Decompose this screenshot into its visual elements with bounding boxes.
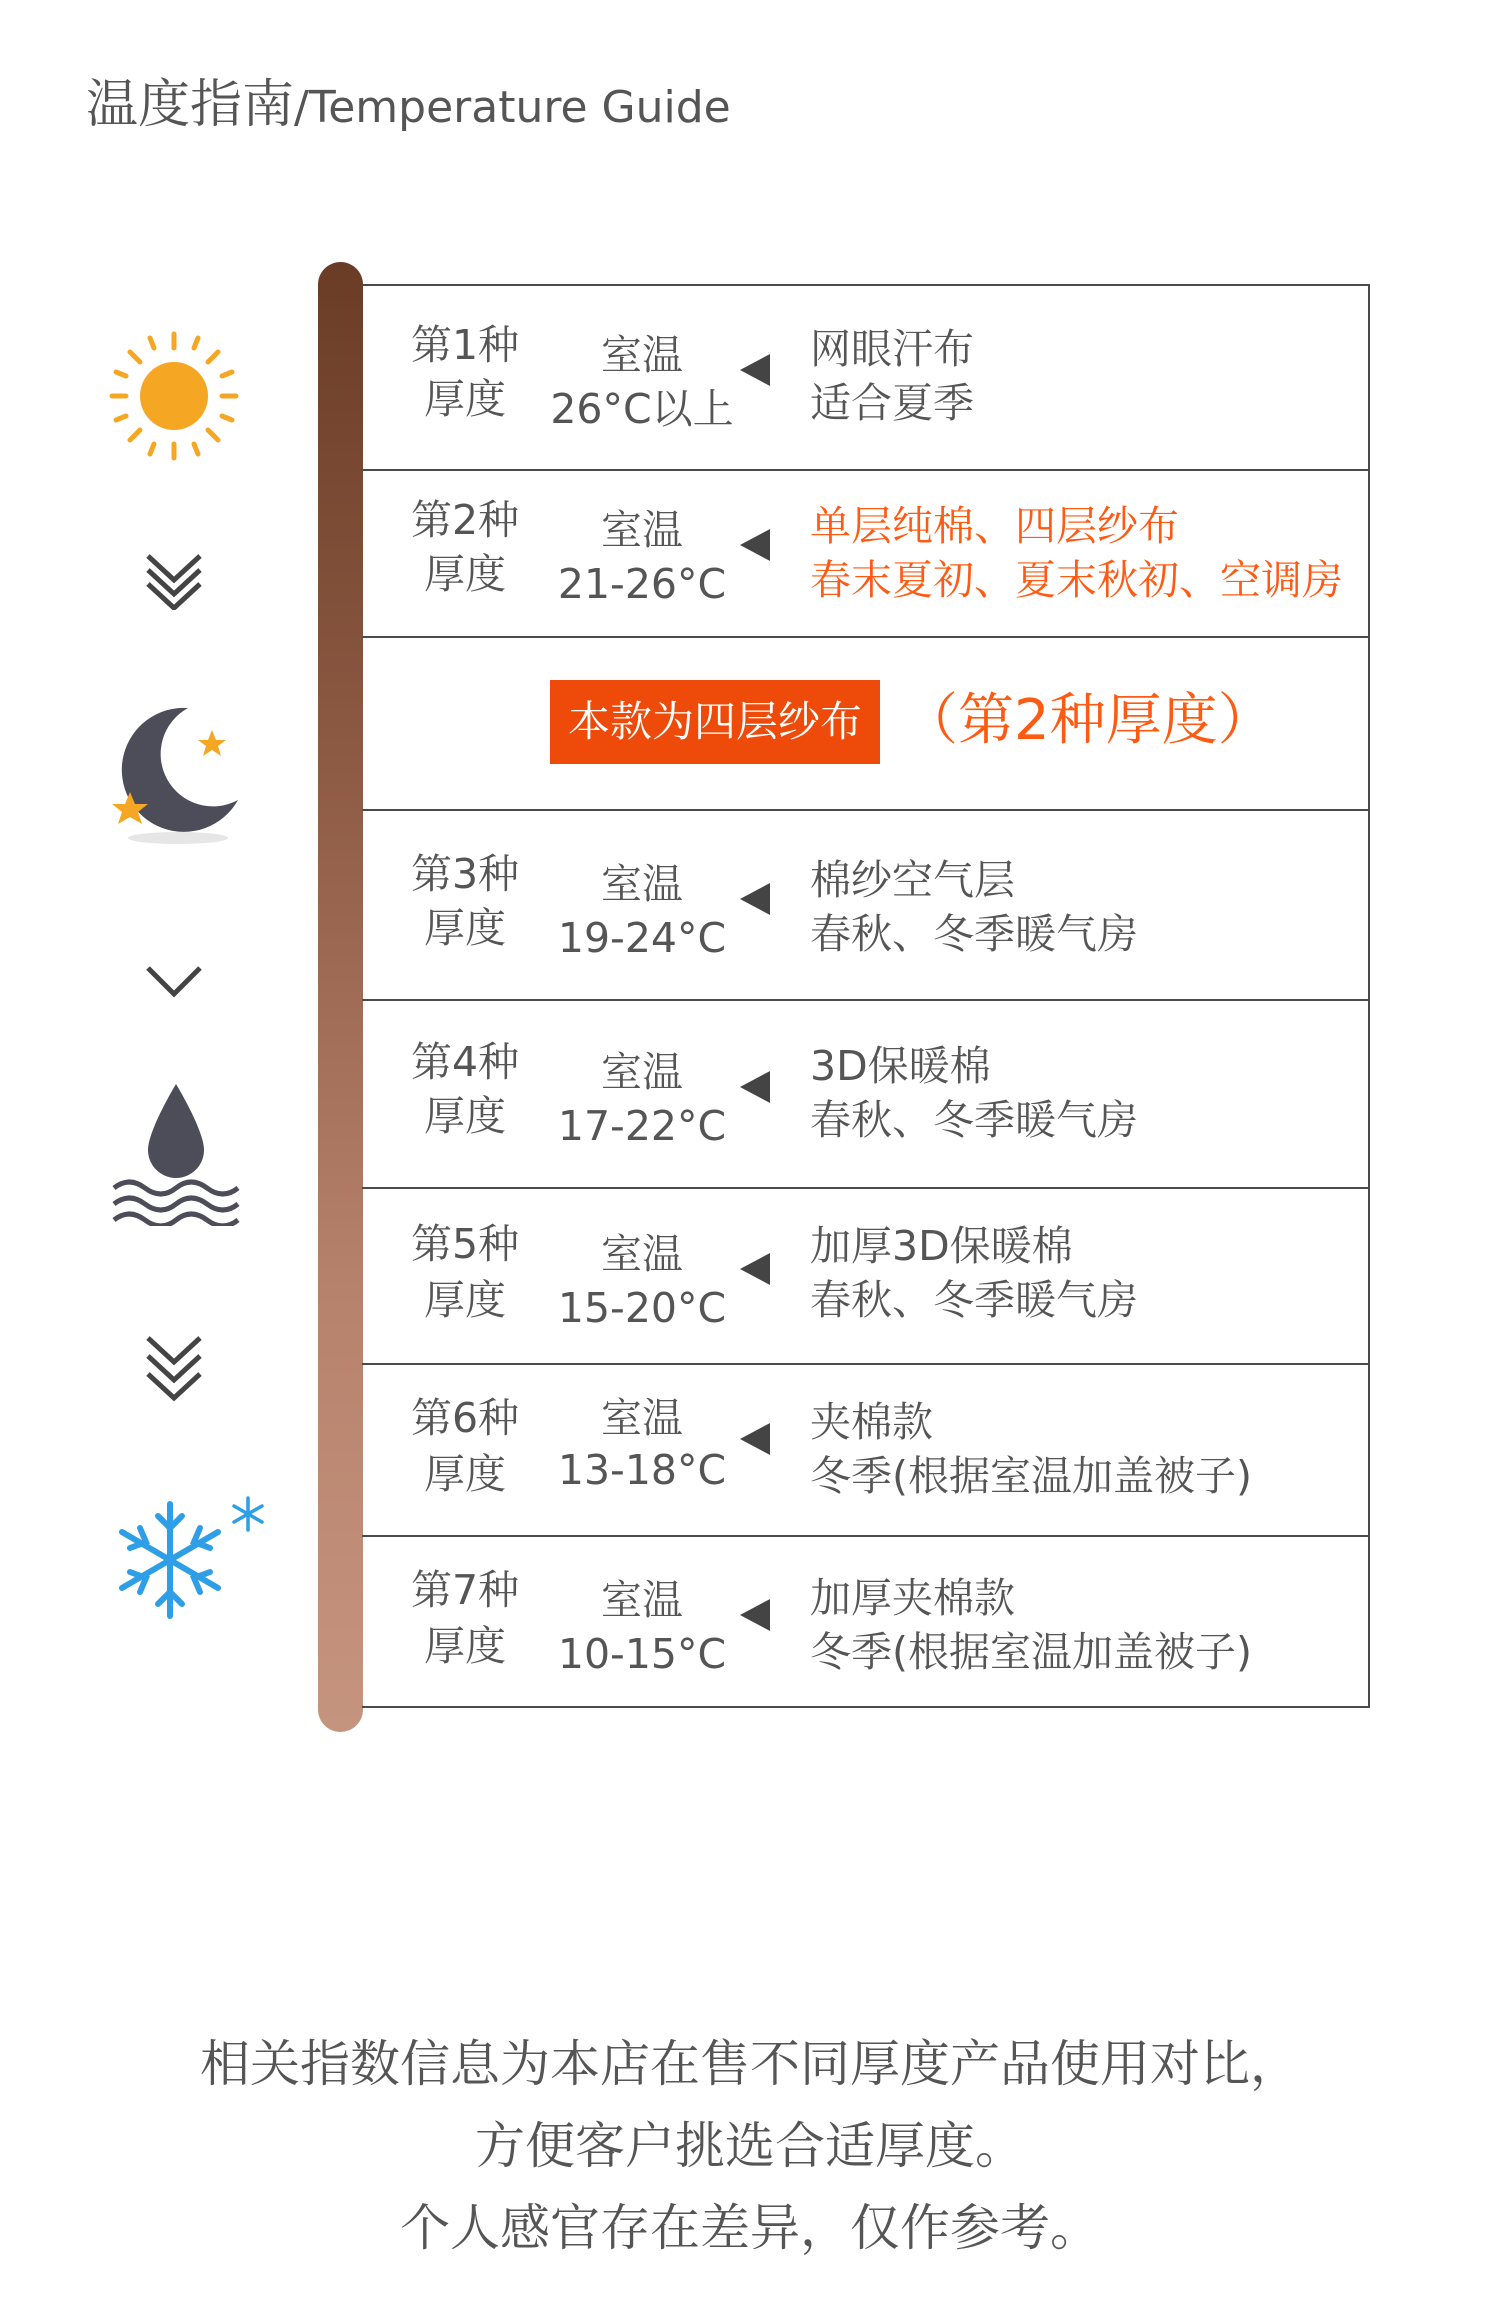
table-row — [362, 1187, 1368, 1363]
desc-line1: 网眼汗布 — [810, 325, 974, 373]
temp-range: 13-18°C — [557, 1446, 727, 1494]
temp-label: 室温 — [601, 506, 683, 554]
thickness-label: 厚度 — [424, 550, 506, 598]
double-chevron-down-icon — [144, 1332, 204, 1408]
table-row — [362, 469, 1368, 636]
thickness-label: 厚度 — [424, 1276, 506, 1324]
table-row — [362, 999, 1368, 1187]
desc-line1: 加厚夹棉款 — [810, 1574, 1015, 1622]
kind-label: 第1种 — [410, 321, 520, 369]
desc-line2: 春末夏初、夏末秋初、空调房 — [810, 556, 1343, 604]
thickness-table — [362, 284, 1370, 1708]
desc-line2: 春秋、冬季暖气房 — [810, 1276, 1138, 1324]
table-row — [362, 809, 1368, 999]
thickness-label: 厚度 — [424, 904, 506, 952]
pointer-left-icon — [740, 529, 770, 561]
temp-label: 室温 — [601, 331, 683, 379]
water-drop-icon — [108, 1080, 244, 1226]
kind-label: 第3种 — [410, 850, 520, 898]
pointer-left-icon — [740, 1423, 770, 1455]
temp-label: 室温 — [601, 860, 683, 908]
temp-range: 21-26°C — [557, 560, 727, 608]
footer-line3: 个人感官存在差异，仅作参考。 — [400, 2199, 1100, 2257]
temp-label: 室温 — [601, 1048, 683, 1096]
thickness-label: 厚度 — [424, 375, 506, 423]
footer-line1: 相关指数信息为本店在售不同厚度产品使用对比， — [200, 2035, 1300, 2093]
temp-label: 室温 — [601, 1230, 683, 1278]
table-row — [362, 286, 1368, 469]
desc-line2: 适合夏季 — [810, 379, 974, 427]
thickness-label: 厚度 — [424, 1092, 506, 1140]
footer-line2: 方便客户挑选合适厚度。 — [475, 2117, 1025, 2175]
desc-line1: 单层纯棉、四层纱布 — [810, 502, 1179, 550]
thickness-label: 厚度 — [424, 1622, 506, 1670]
title-en: /Temperature Guide — [294, 82, 731, 133]
temp-range: 10-15°C — [557, 1630, 727, 1678]
snowflake-icon — [110, 1490, 270, 1630]
temperature-gradient-bar — [318, 262, 363, 1732]
chevron-down-icon — [144, 962, 204, 1002]
desc-line2: 春秋、冬季暖气房 — [810, 910, 1138, 958]
product-note-text: （第2种厚度） — [902, 688, 1274, 753]
temp-range: 17-22°C — [557, 1102, 727, 1150]
double-chevron-down-icon — [144, 550, 204, 610]
pointer-left-icon — [740, 1599, 770, 1631]
page-title — [86, 62, 731, 137]
pointer-left-icon — [740, 354, 770, 386]
desc-line2: 冬季(根据室温加盖被子) — [810, 1628, 1252, 1676]
kind-label: 第6种 — [410, 1394, 520, 1442]
title-cn: 温度指南 — [86, 75, 295, 135]
pointer-left-icon — [740, 883, 770, 915]
kind-label: 第2种 — [410, 496, 520, 544]
pointer-left-icon — [740, 1253, 770, 1285]
desc-line1: 加厚3D保暖棉 — [810, 1222, 1073, 1270]
kind-label: 第7种 — [410, 1566, 520, 1614]
temp-range: 26°C以上 — [550, 385, 734, 433]
sun-icon — [108, 330, 240, 462]
temp-range: 15-20°C — [557, 1284, 727, 1332]
table-row — [362, 1363, 1368, 1535]
kind-label: 第5种 — [410, 1220, 520, 1268]
product-badge: 本款为四层纱布 — [550, 680, 880, 764]
desc-line2: 春秋、冬季暖气房 — [810, 1096, 1138, 1144]
desc-line1: 夹棉款 — [810, 1398, 933, 1446]
desc-line1: 棉纱空气层 — [810, 856, 1015, 904]
temp-range: 19-24°C — [557, 914, 727, 962]
desc-line1: 3D保暖棉 — [810, 1042, 991, 1090]
pointer-left-icon — [740, 1071, 770, 1103]
moon-stars-icon — [108, 700, 244, 850]
table-row — [362, 1535, 1368, 1708]
kind-label: 第4种 — [410, 1038, 520, 1086]
thickness-label: 厚度 — [424, 1450, 506, 1498]
desc-line2: 冬季(根据室温加盖被子) — [810, 1452, 1252, 1500]
temp-label: 室温 — [601, 1394, 683, 1442]
temp-label: 室温 — [601, 1576, 683, 1624]
product-note-row — [362, 636, 1368, 809]
